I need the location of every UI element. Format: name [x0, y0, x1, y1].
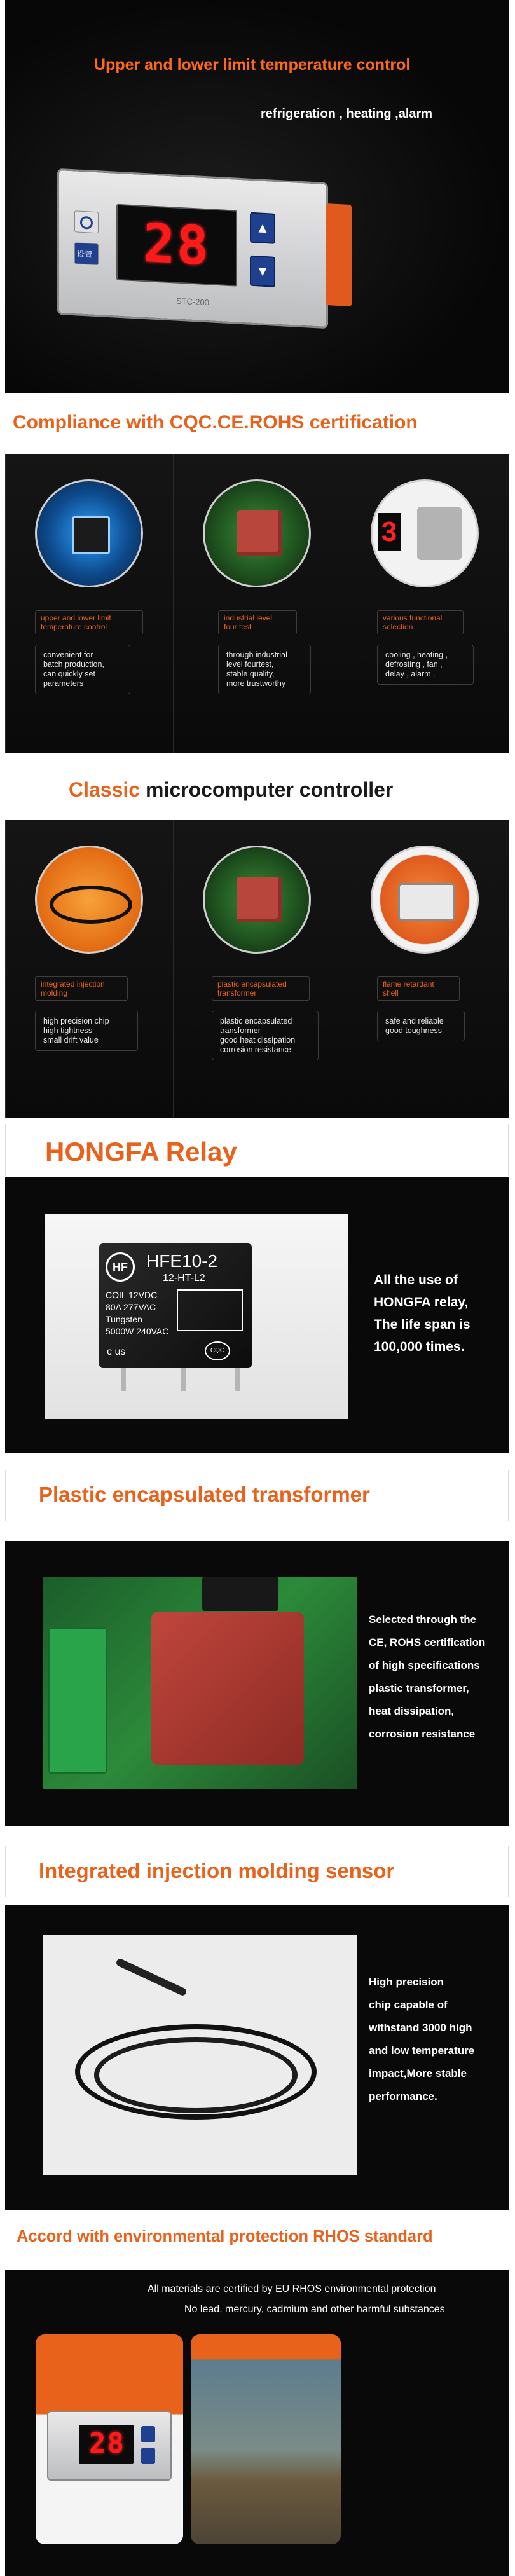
card-caption: plastic encapsulated transformer — [212, 976, 310, 1001]
transformer-core — [151, 1612, 304, 1765]
relay-cert-mark: c us — [107, 1346, 126, 1357]
section3-text: All the use of HONGFA relay, The life span is 100,000 times. — [374, 1273, 470, 1354]
shell-illustration — [371, 846, 479, 954]
card-caption: industrial level four test — [218, 610, 297, 634]
transformer-icon — [237, 877, 282, 922]
section3-panel — [5, 1177, 509, 1453]
section1-title: Compliance with CQC.CE.ROHS certification — [13, 412, 418, 433]
up-button: ▲ — [250, 212, 275, 244]
hero-subtitle: refrigeration , heating ,alarm — [261, 107, 433, 121]
relay-pin — [235, 1368, 240, 1391]
section4-text: Selected through the CE, ROHS certification of high specifications plastic transformer, heat dissipation, corrosion resistance — [369, 1613, 486, 1740]
relay-pin — [121, 1368, 126, 1391]
mini-down-button — [141, 2448, 155, 2464]
section5-title: Integrated injection molding sensor — [39, 1859, 395, 1882]
section3-title-bar — [5, 1124, 509, 1176]
relay-photo — [45, 1214, 348, 1419]
feature-card — [173, 820, 341, 1118]
section6-panel — [5, 2270, 509, 2576]
section2-title-rest: microcomputer controller — [140, 778, 394, 801]
relay-specs: COIL 12VDC 80A 277VAC Tungsten 5000W 240VAC — [106, 1290, 169, 1336]
card-description: high precision chip high tightness small drift value — [35, 1011, 138, 1051]
pollution-photo — [191, 2334, 341, 2544]
hero-title: Upper and lower limit temperature control — [94, 56, 411, 74]
relay-diagram — [177, 1289, 243, 1331]
relay-pin — [181, 1368, 186, 1391]
down-button: ▼ — [250, 256, 275, 287]
mini-device — [47, 2411, 172, 2481]
digit-icon: 3 — [378, 513, 401, 551]
card-description: plastic encapsulated transformer good heat dissipation corrosion resistance — [212, 1011, 319, 1060]
cqc-mark: CQC — [205, 1341, 230, 1360]
section1-panel — [5, 454, 509, 753]
thermostat-device — [57, 168, 328, 329]
section2-title-accent: Classic — [69, 778, 141, 801]
relay-submodel: 12-HT-L2 — [163, 1273, 205, 1284]
section6-title: Accord with environmental protection RHOS standard — [17, 2228, 433, 2245]
transformer-icon — [237, 510, 282, 556]
power-icon — [80, 216, 93, 230]
transformer-illustration — [203, 479, 311, 587]
card-description: convenient for batch production, can quickly set parameters — [35, 645, 130, 694]
section6-line2: No lead, mercury, cadmium and other harmful substances — [184, 2304, 445, 2315]
section5-title-bar — [5, 1846, 509, 1897]
panel-illustration — [371, 479, 479, 587]
section5-text: High precision chip capable of withstand 3000 high and low temperature impact,More stable performance. — [369, 1976, 475, 2102]
card-description: through industrial level fourtest, stable quality, more trustworthy — [218, 645, 311, 694]
feature-card — [173, 454, 341, 753]
hero-banner — [5, 0, 509, 393]
section5-panel — [5, 1905, 509, 2210]
feature-card — [341, 820, 509, 1118]
card-caption: flame retardant shell — [377, 976, 460, 1001]
temperature-readout: 28 — [143, 211, 210, 278]
section6-line1: All materials are certified by EU RHOS environmental protection — [148, 2284, 436, 2294]
shell-icon — [398, 883, 455, 921]
device-photo — [36, 2334, 183, 2544]
terminal-block — [48, 1627, 107, 1774]
model-label: STC-200 — [176, 296, 210, 308]
relay-model: HFE10-2 — [146, 1251, 218, 1271]
sensor-photo — [43, 1935, 357, 2175]
section2-title — [69, 778, 393, 802]
mini-readout: 28 — [89, 2427, 125, 2460]
mini-up-button — [141, 2426, 155, 2442]
card-caption: integrated injection molding — [35, 976, 128, 1001]
chip-illustration — [35, 479, 143, 587]
transformer-photo — [43, 1577, 357, 1789]
feature-card — [5, 820, 173, 1118]
relay-logo: HF — [106, 1252, 135, 1282]
section2-panel — [5, 820, 509, 1118]
card-description: safe and reliable good toughness — [377, 1011, 465, 1041]
set-label: 设置 — [77, 249, 93, 259]
section3-title: HONGFA Relay — [45, 1137, 237, 1167]
chip-icon — [72, 516, 110, 554]
section4-title-bar — [5, 1470, 509, 1521]
cable-loop — [94, 2037, 298, 2113]
feature-card — [341, 454, 509, 753]
card-caption: various functional selection — [377, 610, 464, 634]
transformer-illustration — [203, 846, 311, 954]
lcd-display — [116, 204, 237, 287]
mounting-clip — [326, 203, 352, 306]
section4-panel — [5, 1541, 509, 1826]
relay-part — [202, 1577, 278, 1611]
mini-lcd — [79, 2425, 134, 2464]
card-caption: upper and lower limit temperature control — [35, 610, 143, 634]
cable-icon — [50, 886, 132, 924]
card-description: cooling , heating , defrosting , fan , delay , alarm . — [377, 645, 474, 685]
feature-card — [5, 454, 173, 753]
sensor-illustration — [35, 846, 143, 954]
section4-title: Plastic encapsulated transformer — [39, 1483, 370, 1506]
sensor-probe — [115, 1957, 188, 1997]
button-grid-icon — [417, 507, 462, 560]
